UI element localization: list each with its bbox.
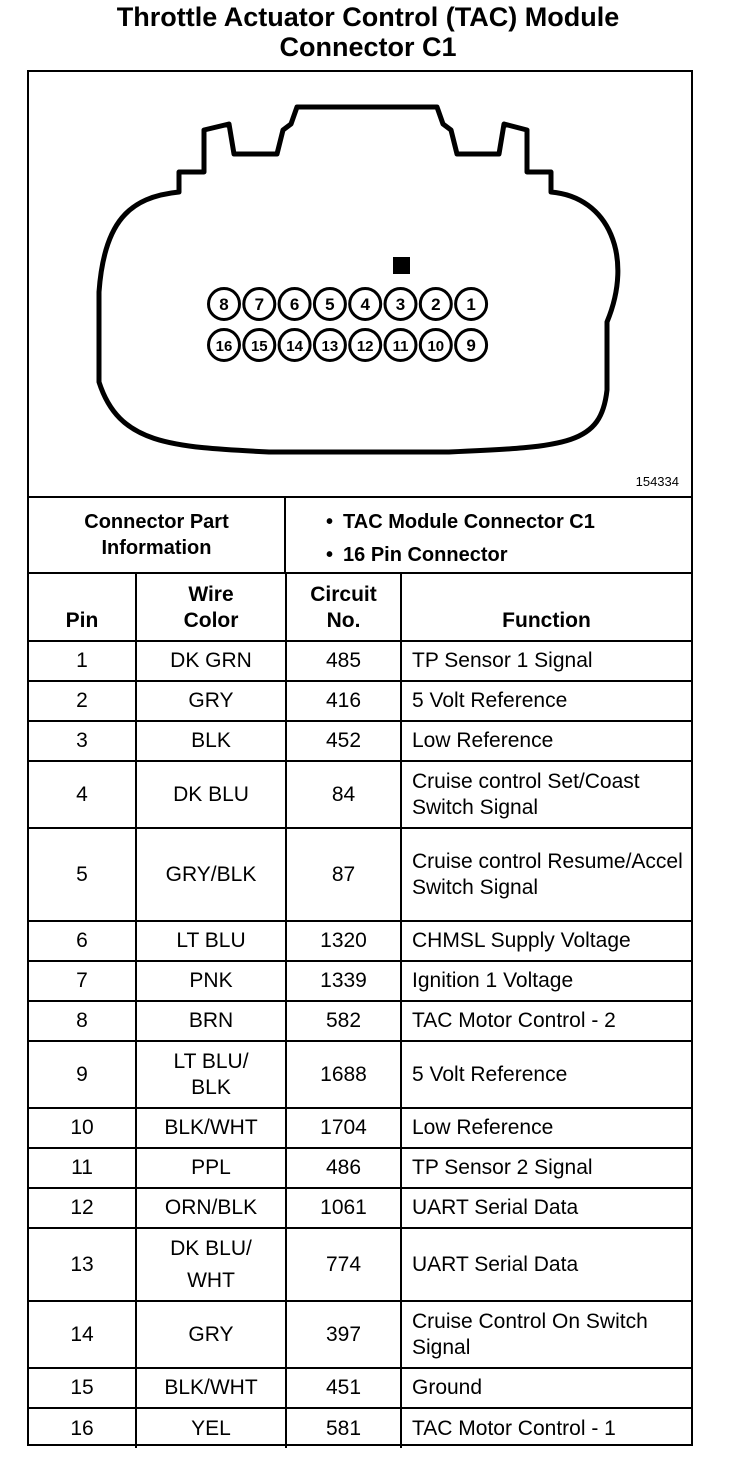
pin-number-cell: 15 <box>29 1368 136 1408</box>
circuit-number-cell: 452 <box>286 721 401 761</box>
pin-label: 12 <box>356 338 374 355</box>
pin-label: 1 <box>466 295 476 314</box>
pin-15 <box>244 330 275 361</box>
pin-table-header-row <box>29 573 691 641</box>
wire-color-cell <box>136 1041 286 1108</box>
wire-color-line-1: DK BLU <box>173 782 249 806</box>
wire-color-line-1: GRY/BLK <box>165 862 257 886</box>
function-cell: 5 Volt Reference <box>401 681 691 721</box>
pin-number-cell: 16 <box>29 1408 136 1448</box>
function-cell: TAC Motor Control - 2 <box>401 1001 691 1041</box>
header-function: Function <box>401 573 691 641</box>
wire-color-line-1: PPL <box>191 1156 231 1179</box>
wire-color-line-2: BLK <box>191 1075 231 1099</box>
wire-color-line-1: DK GRN <box>170 649 252 672</box>
wire-color-cell <box>136 828 286 921</box>
pin-4 <box>350 289 381 320</box>
pin-7 <box>244 289 275 320</box>
pin-12 <box>350 330 381 361</box>
pin-label: 3 <box>395 295 406 314</box>
circuit-number-cell: 416 <box>286 681 401 721</box>
connector-housing-outline <box>99 107 618 452</box>
pin-label: 11 <box>392 338 409 355</box>
pin-13 <box>314 330 345 361</box>
wire-color-line-1: LT BLU <box>176 929 246 952</box>
pin-label: 9 <box>466 336 476 355</box>
wire-color-cell <box>136 1368 286 1408</box>
wire-color-line-1: PNK <box>189 969 233 992</box>
table-row <box>29 681 691 721</box>
header-pin: Pin <box>29 573 136 641</box>
page-title <box>0 2 736 62</box>
function-cell: TP Sensor 1 Signal <box>401 641 691 681</box>
pin-number-cell: 8 <box>29 1001 136 1041</box>
function-cell: TAC Motor Control - 1 <box>401 1408 691 1448</box>
pin-number-cell: 4 <box>29 761 136 828</box>
wire-color-cell <box>136 1228 286 1301</box>
function-cell: Ignition 1 Voltage <box>401 961 691 1001</box>
wire-color-cell <box>136 1148 286 1188</box>
function-cell: CHMSL Supply Voltage <box>401 921 691 961</box>
pin-number-cell: 9 <box>29 1041 136 1108</box>
wire-color-cell <box>136 1301 286 1368</box>
circuit-number-cell: 581 <box>286 1408 401 1448</box>
wire-color-cell <box>136 1108 286 1148</box>
table-row <box>29 1368 691 1408</box>
circuit-number-cell: 84 <box>286 761 401 828</box>
table-row <box>29 1001 691 1041</box>
wire-color-cell <box>136 681 286 721</box>
connector-part-info-label <box>29 498 286 572</box>
circuit-number-cell: 397 <box>286 1301 401 1368</box>
wire-color-line-1: GRY <box>188 1322 234 1346</box>
table-row <box>29 961 691 1001</box>
pin-8 <box>209 289 240 320</box>
wire-color-line-1: BLK/WHT <box>164 1376 258 1399</box>
circuit-number-cell: 1704 <box>286 1108 401 1148</box>
connector-part-info-list <box>286 498 691 572</box>
function-cell: Cruise control Resume/Accel Switch Signal <box>401 828 691 921</box>
pin-1 <box>456 289 487 320</box>
pin-6 <box>279 289 310 320</box>
function-cell: UART Serial Data <box>401 1228 691 1301</box>
pin-number-cell: 11 <box>29 1148 136 1188</box>
header-wire-color <box>136 573 286 641</box>
wire-color-cell <box>136 961 286 1001</box>
pin-16 <box>209 330 240 361</box>
pin-number-cell: 12 <box>29 1188 136 1228</box>
pin-label: 4 <box>360 295 370 314</box>
connector-info-item: • TAC Module Connector C1 <box>326 506 691 539</box>
circuit-number-cell: 1320 <box>286 921 401 961</box>
wire-color-line-2: WHT <box>187 1268 235 1292</box>
wire-color-line-1: YEL <box>191 1416 231 1440</box>
wire-color-cell <box>136 761 286 828</box>
connector-face-drawing <box>29 72 691 496</box>
table-row <box>29 1408 691 1448</box>
table-row <box>29 828 691 921</box>
function-cell: UART Serial Data <box>401 1188 691 1228</box>
header-wire-color-line-1: Wire <box>188 583 234 606</box>
wire-color-line-1: ORN/BLK <box>164 1196 258 1219</box>
circuit-number-cell: 582 <box>286 1001 401 1041</box>
pin-1-indicator <box>393 257 410 274</box>
table-row <box>29 1301 691 1368</box>
function-cell: TP Sensor 2 Signal <box>401 1148 691 1188</box>
pin-label: 5 <box>325 295 335 314</box>
function-cell: Ground <box>401 1368 691 1408</box>
connector-part-label-line-2: Information <box>101 537 212 559</box>
pin-10 <box>420 330 451 361</box>
connector-part-information <box>29 496 691 572</box>
table-row <box>29 761 691 828</box>
part-number: 154334 <box>635 474 679 489</box>
circuit-number-cell: 451 <box>286 1368 401 1408</box>
table-row <box>29 921 691 961</box>
table-row <box>29 641 691 681</box>
pin-9 <box>456 330 487 361</box>
wire-color-line-1: BLK <box>191 729 231 752</box>
pin-row-bottom <box>209 330 487 361</box>
pin-number-cell: 6 <box>29 921 136 961</box>
wire-color-cell <box>136 1188 286 1228</box>
wire-color-line-1: BLK/WHT <box>164 1116 258 1139</box>
title-line-2: Connector C1 <box>279 32 457 62</box>
circuit-number-cell: 486 <box>286 1148 401 1188</box>
pin-number-cell: 14 <box>29 1301 136 1368</box>
pin-table <box>29 572 691 1448</box>
pin-label: 10 <box>427 338 445 355</box>
header-circuit-line-2: No. <box>326 609 361 632</box>
table-row <box>29 1188 691 1228</box>
pin-label: 16 <box>215 338 233 355</box>
function-cell: Cruise Control On Switch Signal <box>401 1301 691 1368</box>
wire-color-line-1: DK BLU/ <box>170 1236 252 1260</box>
pin-number-cell: 13 <box>29 1228 136 1301</box>
pin-5 <box>314 289 345 320</box>
table-row <box>29 721 691 761</box>
pin-label: 7 <box>254 295 265 314</box>
function-cell: 5 Volt Reference <box>401 1041 691 1108</box>
function-cell: Cruise control Set/Coast Switch Signal <box>401 761 691 828</box>
pin-row-top <box>209 289 487 320</box>
wire-color-cell <box>136 721 286 761</box>
wire-color-line-1: GRY <box>188 689 234 712</box>
pin-number-cell: 1 <box>29 641 136 681</box>
pin-label: 15 <box>250 338 268 355</box>
connector-info-item: • 16 Pin Connector <box>326 539 691 572</box>
circuit-number-cell: 1061 <box>286 1188 401 1228</box>
wire-color-line-1: LT BLU/ <box>173 1049 249 1073</box>
pin-number-cell: 10 <box>29 1108 136 1148</box>
circuit-number-cell: 1339 <box>286 961 401 1001</box>
connector-part-label-line-1: Connector Part <box>84 511 229 533</box>
header-circuit-line-1: Circuit <box>310 583 377 606</box>
circuit-number-cell: 485 <box>286 641 401 681</box>
pin-label: 8 <box>219 295 229 314</box>
pin-table-body <box>29 641 691 1448</box>
table-row <box>29 1148 691 1188</box>
pin-11 <box>385 330 416 361</box>
circuit-number-cell: 87 <box>286 828 401 921</box>
connector-diagram <box>29 72 691 496</box>
pin-14 <box>279 330 310 361</box>
circuit-number-cell: 774 <box>286 1228 401 1301</box>
wire-color-cell <box>136 1001 286 1041</box>
table-row <box>29 1228 691 1301</box>
pin-label: 2 <box>431 295 441 314</box>
pin-label: 6 <box>289 295 300 314</box>
pin-number-cell: 3 <box>29 721 136 761</box>
pin-2 <box>420 289 451 320</box>
pin-number-cell: 5 <box>29 828 136 921</box>
wire-color-line-1: BRN <box>188 1009 234 1032</box>
function-cell: Low Reference <box>401 721 691 761</box>
wire-color-cell <box>136 1408 286 1448</box>
wire-color-cell <box>136 921 286 961</box>
title-line-1: Throttle Actuator Control (TAC) Module <box>116 2 620 32</box>
pin-number-cell: 2 <box>29 681 136 721</box>
table-row <box>29 1108 691 1148</box>
pin-number-cell: 7 <box>29 961 136 1001</box>
header-circuit-no <box>286 573 401 641</box>
header-wire-color-line-2: Color <box>183 609 239 632</box>
connector-sheet <box>27 70 693 1446</box>
wire-color-cell <box>136 641 286 681</box>
table-row <box>29 1041 691 1108</box>
pin-label: 14 <box>286 338 303 355</box>
pin-label: 13 <box>321 338 339 355</box>
pin-3 <box>385 289 416 320</box>
circuit-number-cell: 1688 <box>286 1041 401 1108</box>
function-cell: Low Reference <box>401 1108 691 1148</box>
